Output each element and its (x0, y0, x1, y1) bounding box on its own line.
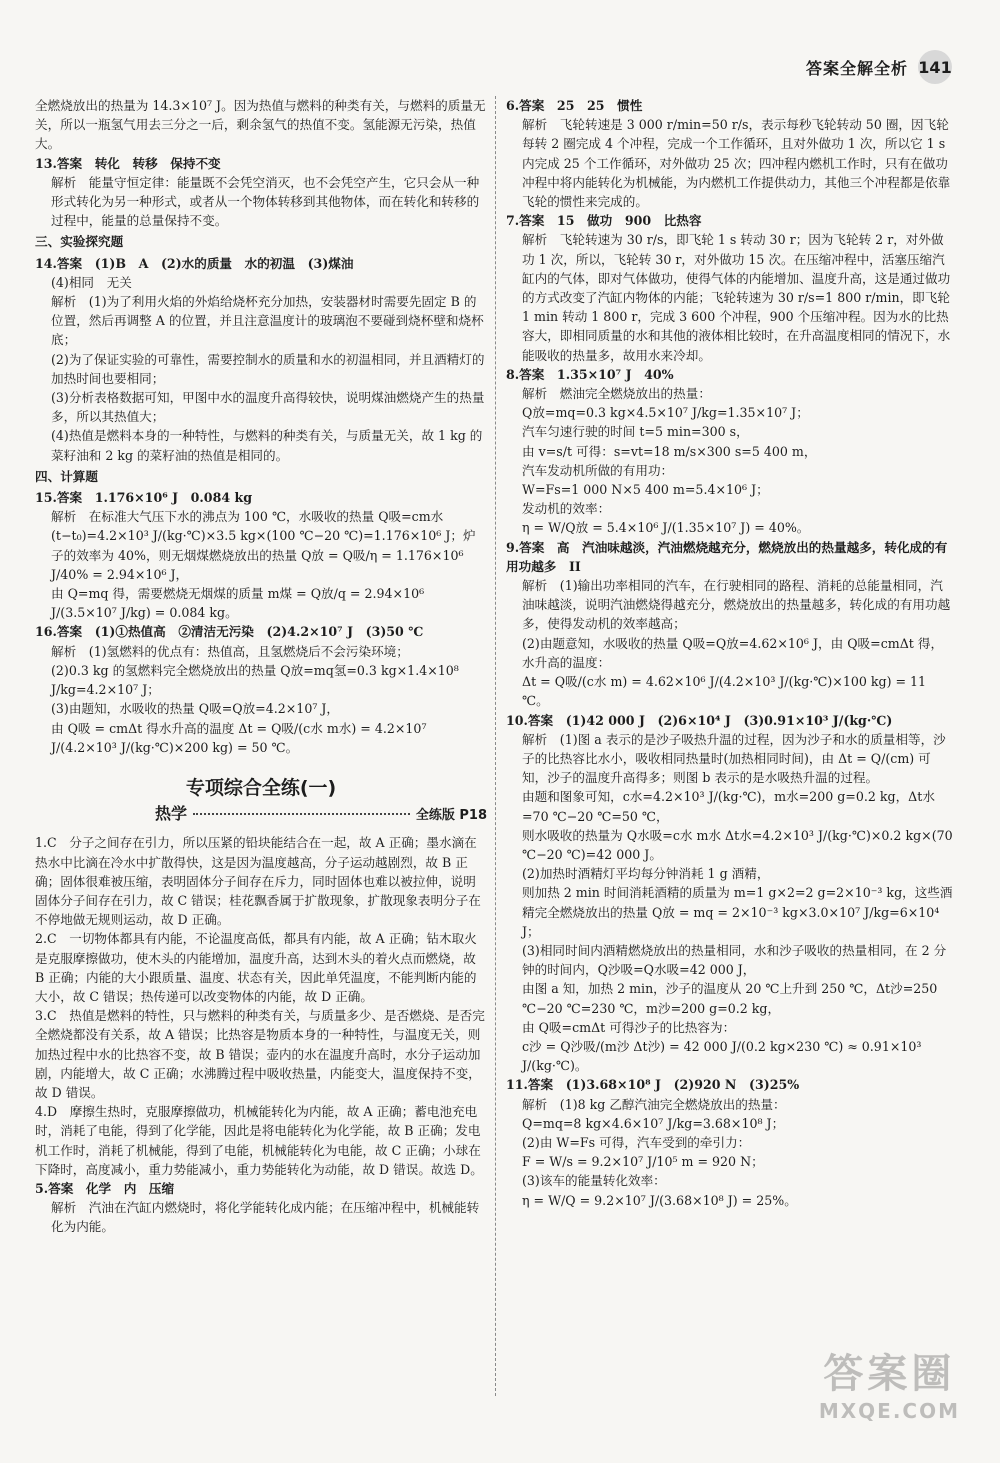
text-line: 由题和图象可知，c水=4.2×10³ J/(kg·℃)，m水=200 g=0.2 kg，Δt水=70 ℃−20 ℃=50 ℃， (522, 789, 935, 824)
text-line: (3)由题知，水吸收的热量 Q吸=Q放=4.2×10⁷ J， (51, 701, 340, 717)
right-answers (506, 96, 957, 1210)
text-line: 解析 燃油完全燃烧放出的热量： (522, 386, 711, 402)
text-line: 1.C 分子之间存在引力，所以压紧的铅块能结合在一起，故 A 正确；墨水滴在热水中比滴在冷水中扩散得快，这是因为温度越高，分子运动越剧烈，故 B 正确；固体很难被压缩，表明固体分子间存在斥力，同时固体也难以被拉伸，说明固体分子间存在引力，故 C 错误；桂花飘香属于扩散现象，扩散现象表明分子在不停地做无规则运动，故 D 正确。 (35, 835, 481, 928)
column-divider (495, 96, 496, 1396)
text-line: 解析 能量守恒定律：能量既不会凭空消灭，也不会凭空产生，它只会从一种形式转化为另一种形式，或者从一个物体转移到其他物体，而在转化和转移的过程中，能量的总量保持不变。 (51, 174, 480, 229)
text-line: 10.答案 (1)42 000 J (2)6×10⁴ J (3)0.91×10³ J/(kg·℃) (506, 712, 893, 728)
text-line: Q=mq=8 kg×4.6×10⁷ J/kg=3.68×10⁸ J； (522, 1115, 785, 1131)
text-line: 由 Q吸 = cmΔt 得水升高的温度 Δt = Q吸/(c水 m水) = 4.2×10⁷ J/(4.2×10³ J/(kg·℃)×200 kg) = 50 ℃。 (51, 720, 431, 755)
text-line: Q放=mq=0.3 kg×4.5×10⁷ J/kg=1.35×10⁷ J； (522, 405, 809, 421)
text-line: 解析 (1)氢燃料的优点有：热值高，且氢燃烧后不会污染环境； (51, 643, 409, 659)
text-line: η = W/Q = 9.2×10⁷ J/(3.68×10⁸ J) = 25%。 (522, 1192, 797, 1208)
text-line: 解析 (1)为了利用火焰的外焰给烧杯充分加热，安装器材时需要先固定 B 的位置，然后再调整 A 的位置，并且注意温度计的玻璃泡不要碰到烧杯壁和烧杯底； (51, 294, 484, 348)
text-line: 9.答案 高 汽油味越淡，汽油燃烧越充分，燃烧放出的热量越多，转化成的有用功越多 II (506, 539, 948, 574)
text-line: 全燃烧放出的热量为 14.3×10⁷ J。因为热值与燃料的种类有关，与燃料的质量无关，所以一瓶氢气用去三分之一后，剩余氢气的热值不变。氢能源无污染，热值大。 (35, 98, 486, 152)
text-line: η = W/Q放 = 5.4×10⁶ J/(1.35×10⁷ J) = 40%。 (522, 520, 810, 536)
text-line: (2)加热时酒精灯平均每分钟消耗 1 g 酒精， (522, 866, 770, 882)
text-line: 7.答案 15 做功 900 比热容 (506, 213, 702, 229)
page-reference: 全练版 P18 (415, 808, 487, 824)
text-line: 解析 飞轮转速是 3 000 r/min=50 r/s，表示每秒飞轮转动 50 圈，因飞轮每转 2 圈完成 4 个冲程，完成一个工作循环，且对外做功 1 次，所以它 1 s 内完成 25 个工作循环，对外做功 25 次；四冲程内燃机工作时，只有在做功冲程中将内能转化为机械能，为内燃机工作提供动力，其他三个冲程都是依靠飞轮的惯性来完成的。 (522, 117, 951, 210)
text-line: 解析 飞轮转速为 30 r/s，即飞轮 1 s 转动 30 r；因为飞轮转 2 r，对外做功 1 次，所以，飞轮转 30 r，对外做功 15 次。在压缩冲程中，活塞压缩汽缸内的气体，即对气体做功，使得气体的内能增加、温度升高，这是通过做功的方式改变了汽缸内物体的内能；飞轮转速为 30 r/s=1 800 r/min，即飞轮 1 min 转动 1 800 r，完成 3 600 个冲程，900 个压缩冲程。因为水的比热容大，即相同质量的水和其他的液体相比较时，在升高温度相同的情况下，水能吸收的热量多，故用水来冷却。 (522, 232, 954, 363)
text-line: 四、计算题 (35, 468, 98, 484)
page-number: 141 (918, 50, 952, 84)
header-title: 答案全解全析 (805, 58, 908, 78)
text-line: (3)该车的能量转化效率： (522, 1173, 666, 1189)
text-line: 则水吸收的热量为 Q水吸=c水 m水 Δt水=4.2×10³ J/(kg·℃)×0.2 kg×(70 ℃−20 ℃)=42 000 J。 (522, 827, 957, 862)
text-line: Δt = Q吸/(c水 m) = 4.62×10⁶ J/(4.2×10³ J/(kg·℃)×100 kg) = 11 ℃。 (522, 674, 931, 709)
text-line: 13.答案 转化 转移 保持不变 (35, 155, 221, 171)
text-line: 三、实验探究题 (35, 234, 124, 250)
text-line: 2.C 一切物体都具有内能，不论温度高低，都具有内能，故 A 正确；钻木取火是克服摩擦做功，使木头的内能增加，温度升高，达到木头的着火点而燃烧，故 B 正确；内能的大小跟质量、温度、状态有关，因此单凭温度，不能判断内能的大小，故 C 错误；热传递可以改变物体的内能，故 D 正确。 (35, 931, 480, 1004)
right-column (506, 96, 957, 1210)
watermark-logo: 答案圈 (823, 1351, 956, 1397)
text-line: 11.答案 (1)3.68×10⁸ J (2)920 N (3)25% (506, 1077, 800, 1093)
left-answers (35, 96, 487, 757)
special-section-subtitle (155, 804, 487, 825)
text-line: (2)由题意知，水吸收的热量 Q吸=Q放=4.62×10⁶ J，由 Q吸=cmΔt 得，水升高的温度： (522, 635, 944, 670)
special-answers (35, 833, 487, 1236)
left-column (35, 96, 487, 1237)
text-line: 由 Q吸=cmΔt 可得沙子的比热容为： (522, 1019, 736, 1035)
text-line: 解析 (1)图 a 表示的是沙子吸热升温的过程，因为沙子和水的质量相等，沙子的比热容比水小，吸收相同热量时(加热相同时间)，由 Δt = Q/(cm) 可知，沙子的温度升高得多；则图 b 表示的是水吸热升温的过程。 (522, 731, 946, 786)
text-line: (2)0.3 kg 的氢燃料完全燃烧放出的热量 Q放=mq氢=0.3 kg×1.4×10⁸ J/kg=4.2×10⁷ J； (51, 662, 463, 698)
text-line: W=Fs=1 000 N×5 400 m=5.4×10⁶ J； (522, 482, 769, 498)
watermark (819, 1342, 960, 1423)
text-line: 由 Q=mq 得，需要燃烧无烟煤的质量 m煤 = Q放/q = 2.94×10⁶ J/(3.5×10⁷ J/kg) = 0.084 kg。 (51, 586, 429, 621)
text-line: 6.答案 25 25 惯性 (506, 98, 643, 113)
text-line: 由图 a 知，加热 2 min，沙子的温度从 20 ℃上升到 250 ℃，Δt沙=250 ℃−20 ℃=230 ℃，m沙=200 g=0.2 kg， (522, 981, 942, 1016)
text-line: 解析 在标准大气压下水的沸点为 100 ℃，水吸收的热量 Q吸=cm水(t−t₀)=4.2×10³ J/(kg·℃)×3.5 kg×(100 ℃−20 ℃)=1.176×10⁶ J；炉子的效率为 40%，则无烟煤燃烧放出的热量 Q放 = Q吸/η = 1.176×10⁶ J/40% = 2.94×10⁶ J， (51, 509, 476, 582)
text-line: c沙 = Q沙吸/(m沙 Δt沙) = 42 000 J/(0.2 kg×230 ℃) ≈ 0.91×10³ J/(kg·℃)。 (522, 1038, 926, 1074)
text-line: 5.答案 化学 内 压缩 (35, 1180, 175, 1196)
page-header (806, 50, 952, 84)
text-line: 4.D 摩擦生热时，克服摩擦做功，机械能转化为内能，故 A 正确；蓄电池充电时，消耗了电能，得到了化学能，因此是将电能转化为化学能，故 B 正确；发电机工作时，消耗了机械能，得到了电能，机械能转化为电能，故 C 正确；小球在下降时，高度减小，重力势能减小，重力势能转化为动能，故 D 错误。故选 D。 (35, 1104, 483, 1177)
subject-name: 热学 (155, 804, 188, 824)
leader-dots (193, 813, 410, 815)
text-line: (4)相同 无关 (51, 274, 132, 290)
text-line: 14.答案 (1)B A (2)水的质量 水的初温 (3)煤油 (35, 255, 354, 271)
text-line: 则加热 2 min 时间消耗酒精的质量为 m=1 g×2=2 g=2×10⁻³ kg，这些酒精完全燃烧放出的热量 Q放 = mq = 2×10⁻³ kg×3.0×10⁷ J/kg=6×10⁴ J； (522, 885, 953, 939)
text-line: (2)为了保证实验的可靠性，需要控制水的质量和水的初温相同，并且酒精灯的加热时间也要相同； (51, 351, 485, 386)
text-line: (4)热值是燃料本身的一种特性，与燃料的种类有关，与质量无关，故 1 kg 的菜籽油和 2 kg 的菜籽油的热值是相同的。 (51, 428, 483, 463)
text-line: 解析 汽油在汽缸内燃烧时，将化学能转化成内能；在压缩冲程中，机械能转化为内能。 (51, 1200, 480, 1235)
text-line: (3)相同时间内酒精燃烧放出的热量相同，水和沙子吸收的热量相同，在 2 分钟的时间内，Q沙吸=Q水吸=42 000 J， (522, 942, 947, 978)
text-line: 16.答案 (1)①热值高 ②清洁无污染 (2)4.2×10⁷ J (3)50 ℃ (35, 624, 424, 640)
text-line: 解析 (1)8 kg 乙醇汽油完全燃烧放出的热量： (522, 1096, 786, 1112)
text-line: F = W/s = 9.2×10⁷ J/10⁵ m = 920 N； (522, 1154, 764, 1170)
text-line: 3.C 热值是燃料的特性，只与燃料的种类有关，与质量多少、是否燃烧、是否完全燃烧都没有关系，故 A 错误；比热容是物质本身的一种特性，与温度无关，则加热过程中水的比热容不变，故 B 错误；壶内的水在温度升高时，水分子运动加剧，内能增大，故 C 正确；水沸腾过程中吸收热量，内能变大，温度保持不变，故 D 错误。 (35, 1008, 485, 1100)
text-line: 汽车匀速行驶的时间 t=5 min=300 s， (522, 424, 749, 440)
text-line: 发动机的效率： (522, 501, 611, 517)
text-line: 15.答案 1.176×10⁶ J 0.084 kg (35, 490, 253, 506)
text-line: 解析 (1)输出功率相同的汽车，在行驶相同的路程、消耗的总能量相同，汽油味越淡，说明汽油燃烧得越充分，燃烧放出的热量越多，转化成的有用功越多，使得发动机的效率越高； (522, 578, 951, 632)
text-line: (2)由 W=Fs 可得，汽车受到的牵引力： (522, 1134, 751, 1150)
text-line: (3)分析表格数据可知，甲图中水的温度升高得较快，说明煤油燃烧产生的热量多，所以其热值大； (51, 390, 485, 425)
text-line: 由 v=s/t 可得：s=vt=18 m/s×300 s=5 400 m， (522, 443, 817, 459)
text-line: 汽车发动机所做的有用功： (522, 462, 674, 478)
watermark-url: MXQE.COM (818, 1399, 960, 1423)
special-section-title: 专项综合全练(一) (185, 776, 337, 799)
text-line: 8.答案 1.35×10⁷ J 40% (506, 366, 674, 382)
